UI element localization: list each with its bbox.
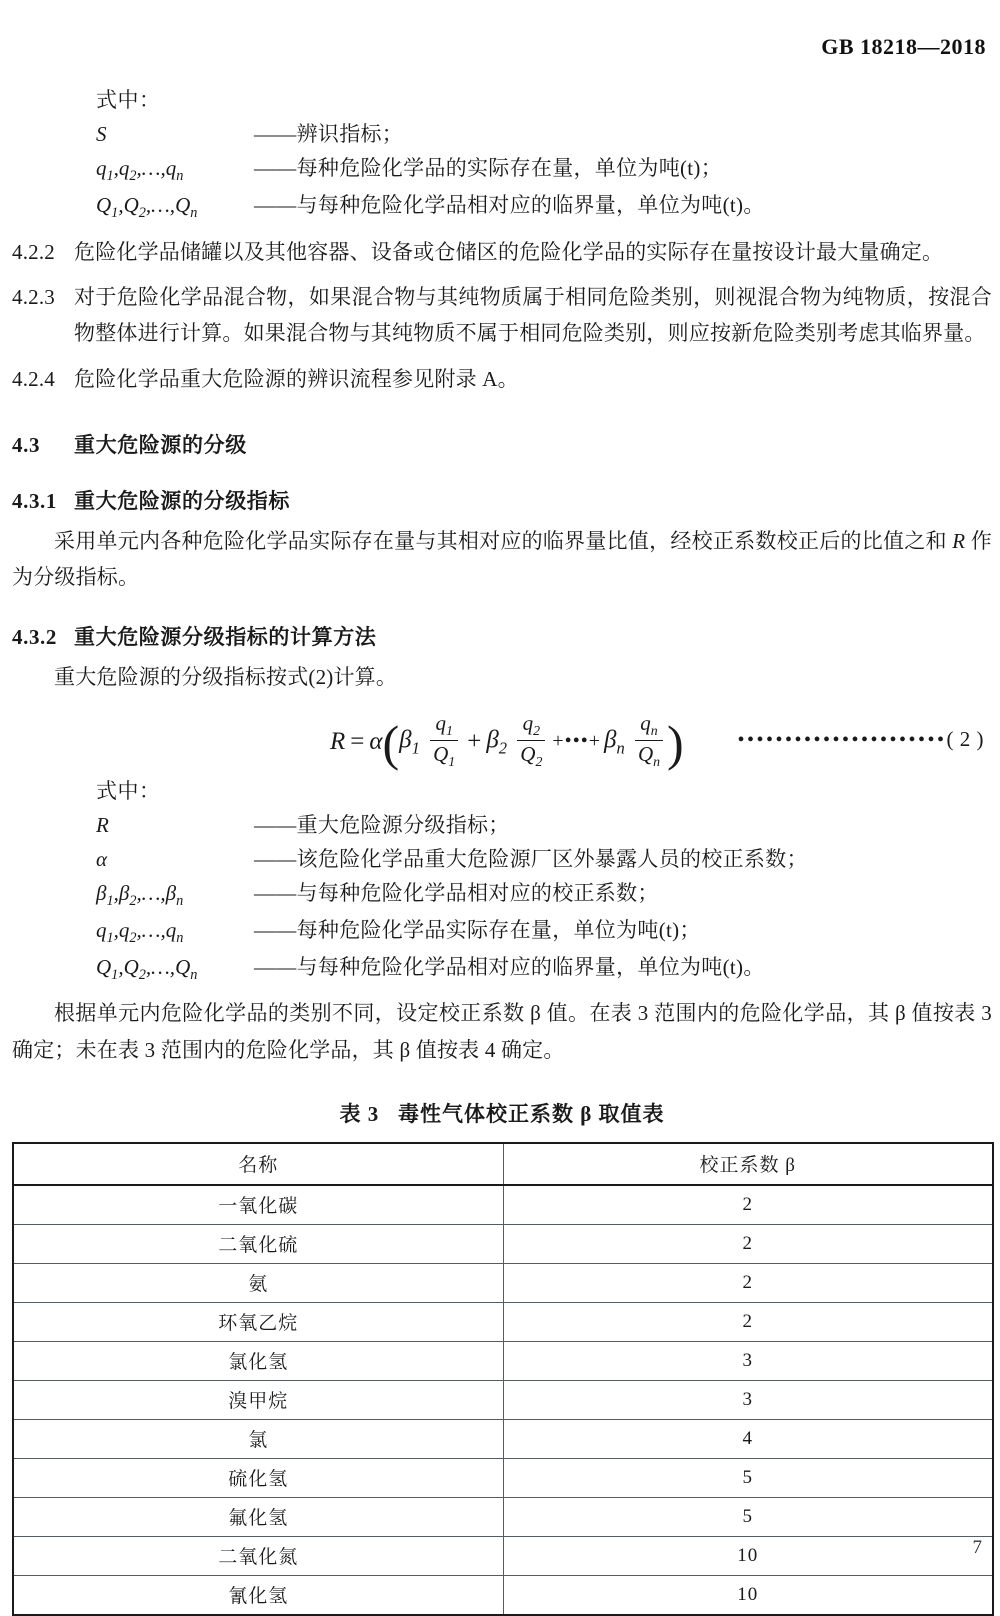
formula-line-2: [12, 709, 992, 775]
table-row: [13, 1575, 993, 1615]
formula-beta-1: β: [399, 726, 412, 754]
table-row: [13, 1497, 993, 1536]
cell-beta: 5: [503, 1458, 993, 1497]
formula-plus-1: +: [467, 727, 482, 755]
table-row: [13, 1341, 993, 1380]
clause-text: 对于危险化学品混合物，如果混合物与其纯物质属于相同危险类别，则视混合物为纯物质，按混合物整体进行计算。如果混合物与其纯物质不属于相同危险类别，则应按新危险类别考虑其临界量。: [74, 285, 992, 346]
equation-number-block: [737, 727, 984, 752]
definition-row: [96, 808, 992, 842]
table-row: [13, 1224, 993, 1263]
cell-beta: 2: [503, 1263, 993, 1302]
page-content: [12, 84, 992, 1616]
cell-beta: 4: [503, 1419, 993, 1458]
section-number: 4.3.2: [12, 624, 57, 649]
column-header-beta: 校正系数 β: [503, 1143, 993, 1185]
definition-symbol: $q_1,q_2,\dots,q_n$: [96, 917, 184, 947]
definition-row: [96, 117, 992, 151]
clause-number: 4.2.4: [12, 366, 55, 391]
formula-beta-2-sub: 2: [498, 738, 508, 758]
table-caption-prefix: 表 3: [339, 1101, 380, 1126]
definition-symbol: S: [96, 121, 107, 146]
table-caption-text: 毒性气体校正系数 β 取值表: [397, 1101, 665, 1126]
definition-row: [96, 876, 992, 913]
clause-text: 危险化学品储罐以及其他容器、设备或仓储区的危险化学品的实际存在量按设计最大量确定。: [74, 240, 944, 265]
formula-close-paren: ): [667, 714, 684, 771]
section-title: 重大危险源的分级指标: [74, 488, 290, 513]
formula-fraction-n: [635, 711, 663, 770]
definition-row: [96, 950, 992, 987]
definition-symbol: R: [96, 812, 109, 837]
cell-name: 二氧化硫: [13, 1224, 503, 1263]
table-row: [13, 1302, 993, 1341]
section-title: 重大危险源分级指标的计算方法: [74, 624, 377, 649]
section-number: 4.3: [12, 432, 41, 457]
where-label-2: 式中：: [96, 778, 161, 803]
cell-name: 氯化氢: [13, 1341, 503, 1380]
cell-beta: 10: [503, 1536, 993, 1575]
cell-name: 氟化氢: [13, 1497, 503, 1536]
column-header-name: 名称: [13, 1143, 503, 1185]
fraction-numerator: $q_2$: [522, 711, 541, 739]
formula-term-2: [486, 712, 549, 771]
running-header-standard-code: GB 18218—2018: [821, 34, 986, 59]
definition-description: ——与每种危险化学品相对应的校正系数；: [254, 880, 659, 905]
definition-symbol: $Q_1,Q_2,\dots,Q_n$: [96, 192, 198, 222]
cell-beta: 5: [503, 1497, 993, 1536]
cell-beta: 10: [503, 1575, 993, 1615]
dot-leader: ••••••••••••••••••••••: [737, 728, 947, 751]
definition-list-2: [12, 808, 992, 988]
page-number: 7: [972, 1537, 982, 1558]
definition-description: ——辨识指标；: [254, 121, 404, 146]
definition-symbol: $\beta_1,\beta_2,\dots,\beta_n$: [96, 880, 184, 909]
paragraph-4-3-1: [12, 523, 992, 595]
formula-beta-1-sub: 1: [411, 738, 420, 758]
clause-4-2-2: [12, 234, 992, 270]
formula-equals: =: [350, 727, 365, 755]
cell-name: 氰化氢: [13, 1575, 503, 1615]
paragraph-text-part1: 采用单元内各种危险化学品实际存在量与其相对应的临界量比值，经校正系数校正后的比值之和: [54, 528, 953, 553]
fraction-denominator: $Q_2$: [517, 740, 545, 770]
formula-term-1: [399, 712, 462, 771]
table-row: [13, 1380, 993, 1419]
paragraph-symbol-R: R: [952, 528, 966, 553]
definition-description: ——与每种危险化学品相对应的临界量，单位为吨(t)。: [254, 955, 765, 980]
equation-number: ( 2 ): [946, 726, 984, 751]
definition-description: ——该危险化学品重大危险源厂区外暴露人员的校正系数；: [254, 846, 808, 871]
formula-ellipsis: +•••+: [552, 730, 601, 753]
definition-row: [96, 913, 992, 950]
definition-symbol: $Q_1,Q_2,\dots,Q_n$: [96, 955, 198, 984]
section-heading-4-3-1: [12, 485, 992, 515]
clause-text: 危险化学品重大危险源的辨识流程参见附录 A。: [74, 366, 519, 391]
cell-name: 氯: [13, 1419, 503, 1458]
cell-beta: 3: [503, 1380, 993, 1419]
cell-name: 氨: [13, 1263, 503, 1302]
fraction-numerator: $q_n$: [640, 711, 658, 739]
table-3-caption: [12, 1098, 992, 1128]
table-3-beta-values: [12, 1142, 994, 1616]
clause-number: 4.2.3: [12, 285, 55, 310]
definition-row: [96, 151, 992, 188]
table-row: [13, 1458, 993, 1497]
formula-fraction-2: [517, 711, 545, 770]
cell-beta: 2: [503, 1224, 993, 1263]
formula-beta-n: β: [603, 726, 617, 754]
table-row: [13, 1263, 993, 1302]
paragraph-beta-values: 根据单元内危险化学品的类别不同，设定校正系数 β 值。在表 3 范围内的危险化学品，其 β 值按表 3确定；未在表 3 范围内的危险化学品，其 β 值按表 4 确定。: [12, 1001, 992, 1062]
definition-description: ——与每种危险化学品相对应的临界量，单位为吨(t)。: [254, 192, 765, 217]
definition-row: [96, 842, 992, 876]
formula-beta-2: β: [486, 726, 499, 754]
where-label-1: 式中：: [96, 88, 161, 112]
section-heading-4-3-2: [12, 621, 992, 651]
table-header-row: [13, 1143, 993, 1185]
cell-beta: 3: [503, 1341, 993, 1380]
section-number: 4.3.1: [12, 488, 57, 513]
paragraph-4-3-2-intro: 重大危险源的分级指标按式(2)计算。: [54, 664, 398, 689]
definition-row: [96, 188, 992, 225]
formula-fraction-1: [430, 711, 458, 770]
clause-number: 4.2.2: [12, 240, 55, 265]
paragraph-text-part2: 作为分级指标。: [12, 528, 992, 589]
formula-term-n: [604, 712, 667, 771]
formula-open-paren: (: [382, 714, 400, 771]
formula-beta-n-sub: n: [616, 738, 625, 758]
formula-expression: [330, 709, 684, 775]
table-row: [13, 1536, 993, 1575]
definition-description: ——重大危险源分级指标；: [254, 812, 510, 837]
fraction-numerator: $q_1$: [435, 711, 453, 739]
definition-list-1: [12, 117, 992, 226]
cell-name: 环氧乙烷: [13, 1302, 503, 1341]
formula-alpha: α: [369, 727, 383, 755]
definition-symbol: α: [96, 846, 108, 871]
cell-name: 一氧化碳: [13, 1185, 503, 1225]
table-row: [13, 1419, 993, 1458]
clause-4-2-4: [12, 361, 992, 397]
definition-symbol: $q_1,q_2,\dots,q_n$: [96, 155, 184, 184]
formula-lhs: R: [330, 727, 346, 755]
definition-description: ——每种危险化学品的实际存在量，单位为吨(t)；: [254, 155, 723, 180]
cell-name: 二氧化氮: [13, 1536, 503, 1575]
cell-name: 溴甲烷: [13, 1380, 503, 1419]
section-heading-4-3: [12, 429, 992, 459]
section-title: 重大危险源的分级: [74, 432, 247, 457]
cell-beta: 2: [503, 1185, 993, 1225]
cell-name: 硫化氢: [13, 1458, 503, 1497]
fraction-denominator: $Q_n$: [635, 740, 663, 770]
table-row: [13, 1185, 993, 1225]
fraction-denominator: $Q_1$: [430, 740, 458, 770]
definition-description: ——每种危险化学品实际存在量，单位为吨(t)；: [254, 917, 701, 942]
clause-4-2-3: [12, 279, 992, 351]
cell-beta: 2: [503, 1302, 993, 1341]
